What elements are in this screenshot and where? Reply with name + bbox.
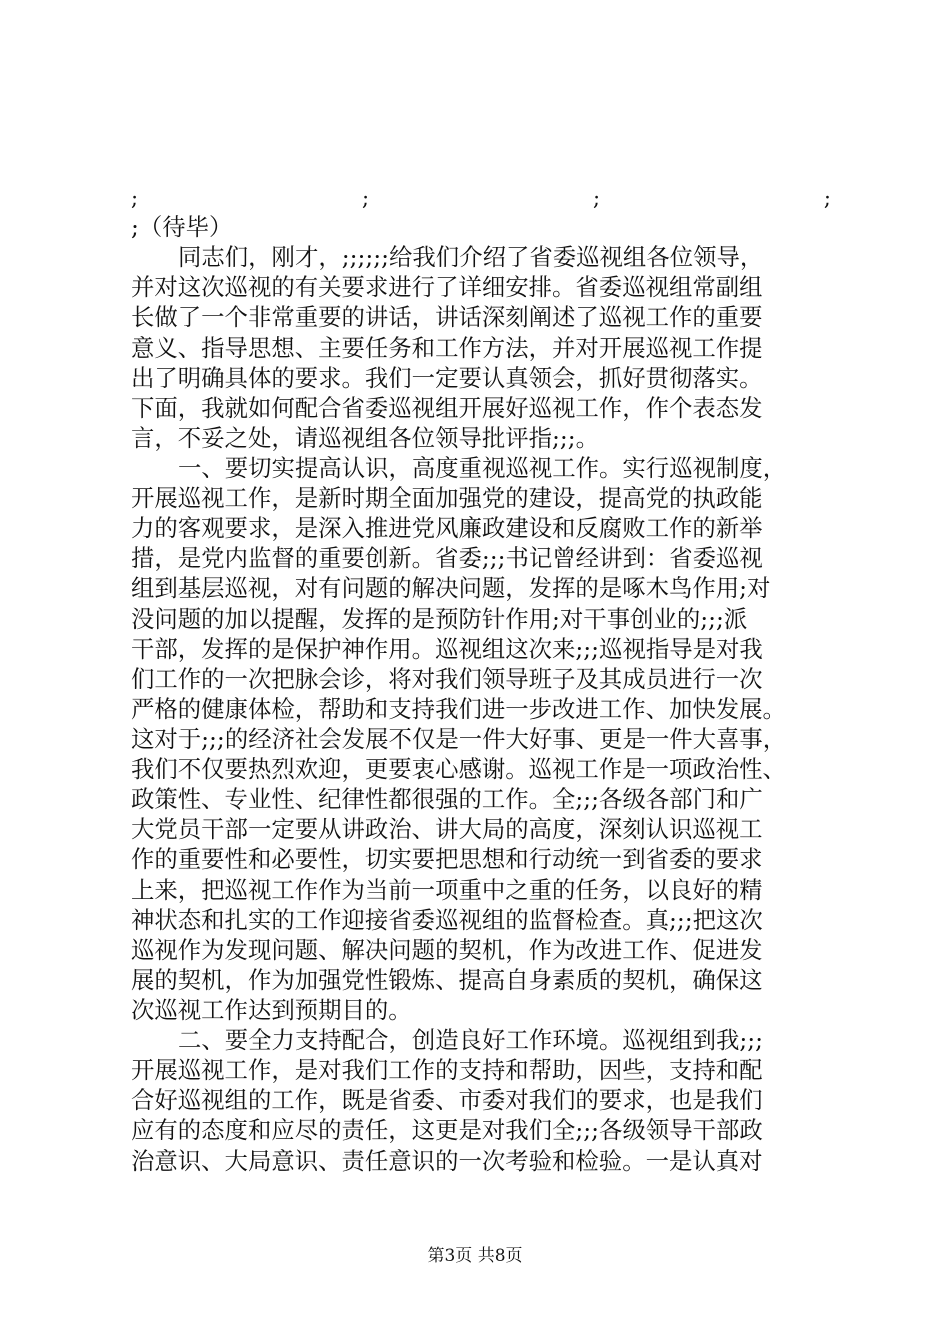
text-line: 干部，发挥的是保护神作用。巡视组这次来;;;巡视指导是对我 (131, 635, 763, 663)
text-line: 神状态和扎实的工作迎接省委巡视组的监督检查。真;;;把这次 (131, 906, 763, 934)
text-line: 们工作的一次把脉会诊，将对我们领导班子及其成员进行一次 (131, 665, 763, 693)
separator-row (131, 183, 831, 213)
text-line: 力的客观要求，是深入推进党风廉政建设和反腐败工作的新举 (131, 514, 763, 542)
text-line: 作的重要性和必要性，切实要把思想和行动统一到省委的要求 (131, 845, 763, 873)
text-line: 这对于;;;的经济社会发展不仅是一件大好事、更是一件大喜事， (131, 725, 787, 753)
text-line: 应有的态度和应尽的责任，这更是对我们全;;;各级领导干部政 (131, 1116, 763, 1144)
text-line: 并对这次巡视的有关要求进行了详细安排。省委巡视组常副组 (131, 273, 763, 301)
separator-mark: ; (823, 186, 831, 210)
separator-mark: ; (592, 186, 601, 210)
text-line: 言，不妥之处，请巡视组各位领导批评指;;;。 (131, 424, 600, 452)
paragraph-start-line: 同志们，刚才，;;;;;;给我们介绍了省委巡视组各位领导， (178, 243, 764, 271)
text-line: 政策性、专业性、纪律性都很强的工作。全;;;各级各部门和广 (131, 785, 763, 813)
text-line: 意义、指导思想、主要任务和工作方法，并对开展巡视工作提 (131, 334, 763, 362)
text-line: 长做了一个非常重要的讲话，讲话深刻阐述了巡视工作的重要 (131, 303, 763, 331)
page-number-footer: 第3页 共8页 (427, 1246, 523, 1266)
separator-mark: ; (131, 186, 139, 210)
text-line: 没问题的加以提醒，发挥的是预防针作用;对干事创业的;;;派 (131, 605, 748, 633)
text-line: 严格的健康体检，帮助和支持我们进一步改进工作、加快发展。 (131, 695, 786, 723)
text-line: 合好巡视组的工作，既是省委、市委对我们的要求，也是我们 (131, 1086, 763, 1114)
text-line: 下面，我就如何配合省委巡视组开展好巡视工作，作个表态发 (131, 394, 763, 422)
paragraph-start-line: 二、要全力支持配合，创造良好工作环境。巡视组到我;;; (178, 1026, 764, 1054)
text-line: 展的契机，作为加强党性锻炼、提高自身素质的契机，确保这 (131, 966, 763, 994)
text-line: 上来，把巡视工作作为当前一项重中之重的任务，以良好的精 (131, 876, 763, 904)
text-line: 我们不仅要热烈欢迎，更要衷心感谢。巡视工作是一项政治性、 (131, 755, 786, 783)
text-line: 次巡视工作达到预期目的。 (131, 996, 412, 1024)
text-line: ;（待毕） (131, 213, 233, 241)
paragraph-start-line: 一、要切实提高认识，高度重视巡视工作。实行巡视制度， (178, 454, 787, 482)
text-line: 开展巡视工作，是对我们工作的支持和帮助，因些，支持和配 (131, 1056, 763, 1084)
text-line: 开展巡视工作，是新时期全面加强党的建设，提高党的执政能 (131, 484, 763, 512)
text-line: 组到基层巡视，对有问题的解决问题，发挥的是啄木鸟作用;对 (131, 574, 771, 602)
separator-mark: ; (361, 186, 370, 210)
text-line: 出了明确具体的要求。我们一定要认真领会，抓好贯彻落实。 (131, 364, 763, 392)
text-line: 措，是党内监督的重要创新。省委;;;书记曾经讲到：省委巡视 (131, 544, 763, 572)
text-line: 治意识、大局意识、责任意识的一次考验和检验。一是认真对 (131, 1147, 763, 1175)
text-line: 大党员干部一定要从讲政治、讲大局的高度，深刻认识巡视工 (131, 815, 763, 843)
text-line: 巡视作为发现问题、解决问题的契机，作为改进工作、促进发 (131, 936, 763, 964)
